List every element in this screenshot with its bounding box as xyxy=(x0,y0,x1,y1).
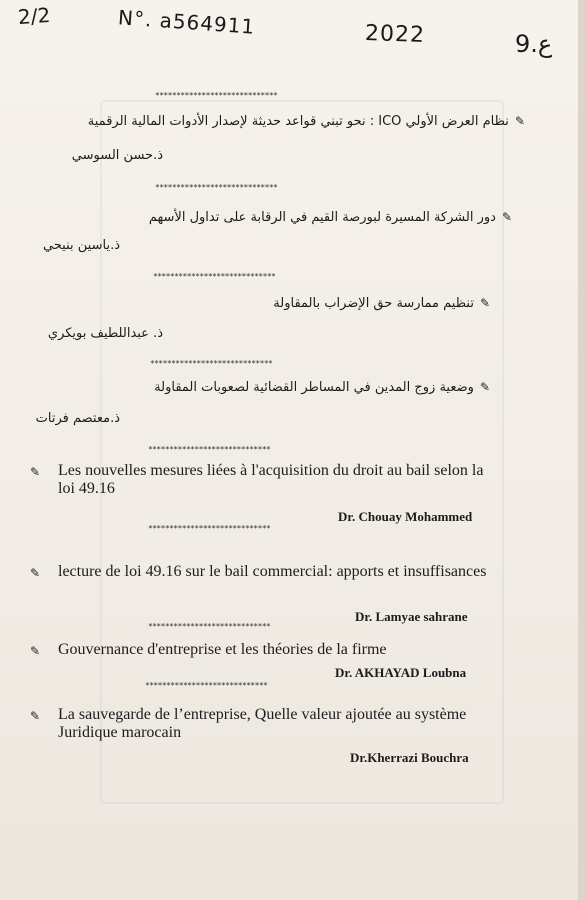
arabic-article-author: ذ.ياسين بنيحي xyxy=(42,238,120,253)
french-article-author: Dr. Lamyae sahrane xyxy=(355,609,468,624)
arabic-article-author: ذ.معتصم فرتات xyxy=(35,411,120,426)
handwritten-issue: 9.ع xyxy=(515,30,553,58)
separator-stars: ***************************** xyxy=(155,183,278,192)
french-article-author: Dr. AKHAYAD Loubna xyxy=(335,665,467,680)
handwritten-year: 2022 xyxy=(364,20,426,49)
french-article-title: ✎ La sauvegarde de l’entreprise, Quelle valeur ajoutée au système Juridique marocain xyxy=(30,706,467,741)
arabic-article-title: ✎نظام العرض الأولي ICO : نحو تبني قواعد حديثة لإصدار الأدوات المالية الرقمية xyxy=(87,114,525,129)
separator-stars: ***************************** xyxy=(155,91,278,100)
page-edge xyxy=(578,0,585,900)
pencil-icon: ✎ xyxy=(30,566,41,580)
arabic-article-title: ✎وضعية زوج المدين في المساطر القضائية لصعوبات المقاولة xyxy=(154,380,490,395)
french-article-author: Dr.Kherrazi Bouchra xyxy=(350,750,469,765)
handwritten-reference: N°. a564911 xyxy=(117,5,256,39)
separator-stars: ***************************** xyxy=(150,359,273,368)
separator-stars: ***************************** xyxy=(148,524,271,533)
separator-stars: ***************************** xyxy=(148,622,271,631)
french-article-title: ✎ Les nouvelles mesures liées à l'acquisition du droit au bail selon la loi 49.16 xyxy=(30,462,484,497)
french-article-title: ✎ lecture de loi 49.16 sur le bail commercial: apports et insuffisances xyxy=(30,563,487,580)
arabic-article-title: ✎دور الشركة المسيرة لبورصة القيم في الرقابة على تداول الأسهم xyxy=(148,210,512,225)
handwritten-page-fraction: 2/2 xyxy=(17,2,51,30)
pencil-icon: ✎ xyxy=(479,296,490,310)
separator-stars: ***************************** xyxy=(145,681,268,690)
french-article-title: ✎ Gouvernance d'entreprise et les théories de la firme xyxy=(30,641,387,658)
pencil-icon: ✎ xyxy=(501,210,512,224)
arabic-article-author: ذ. عبداللطيف بويكري xyxy=(47,326,163,341)
pencil-icon: ✎ xyxy=(30,709,41,723)
pencil-icon: ✎ xyxy=(30,465,41,479)
pencil-icon: ✎ xyxy=(479,380,490,394)
pencil-icon: ✎ xyxy=(30,644,41,658)
pencil-icon: ✎ xyxy=(514,114,525,128)
separator-stars: ***************************** xyxy=(153,272,276,281)
arabic-article-title: ✎تنظيم ممارسة حق الإضراب بالمقاولة xyxy=(273,296,490,311)
arabic-article-author: ذ.حسن السوسي xyxy=(71,148,163,163)
french-article-author: Dr. Chouay Mohammed xyxy=(338,509,473,524)
separator-stars: ***************************** xyxy=(148,445,271,454)
